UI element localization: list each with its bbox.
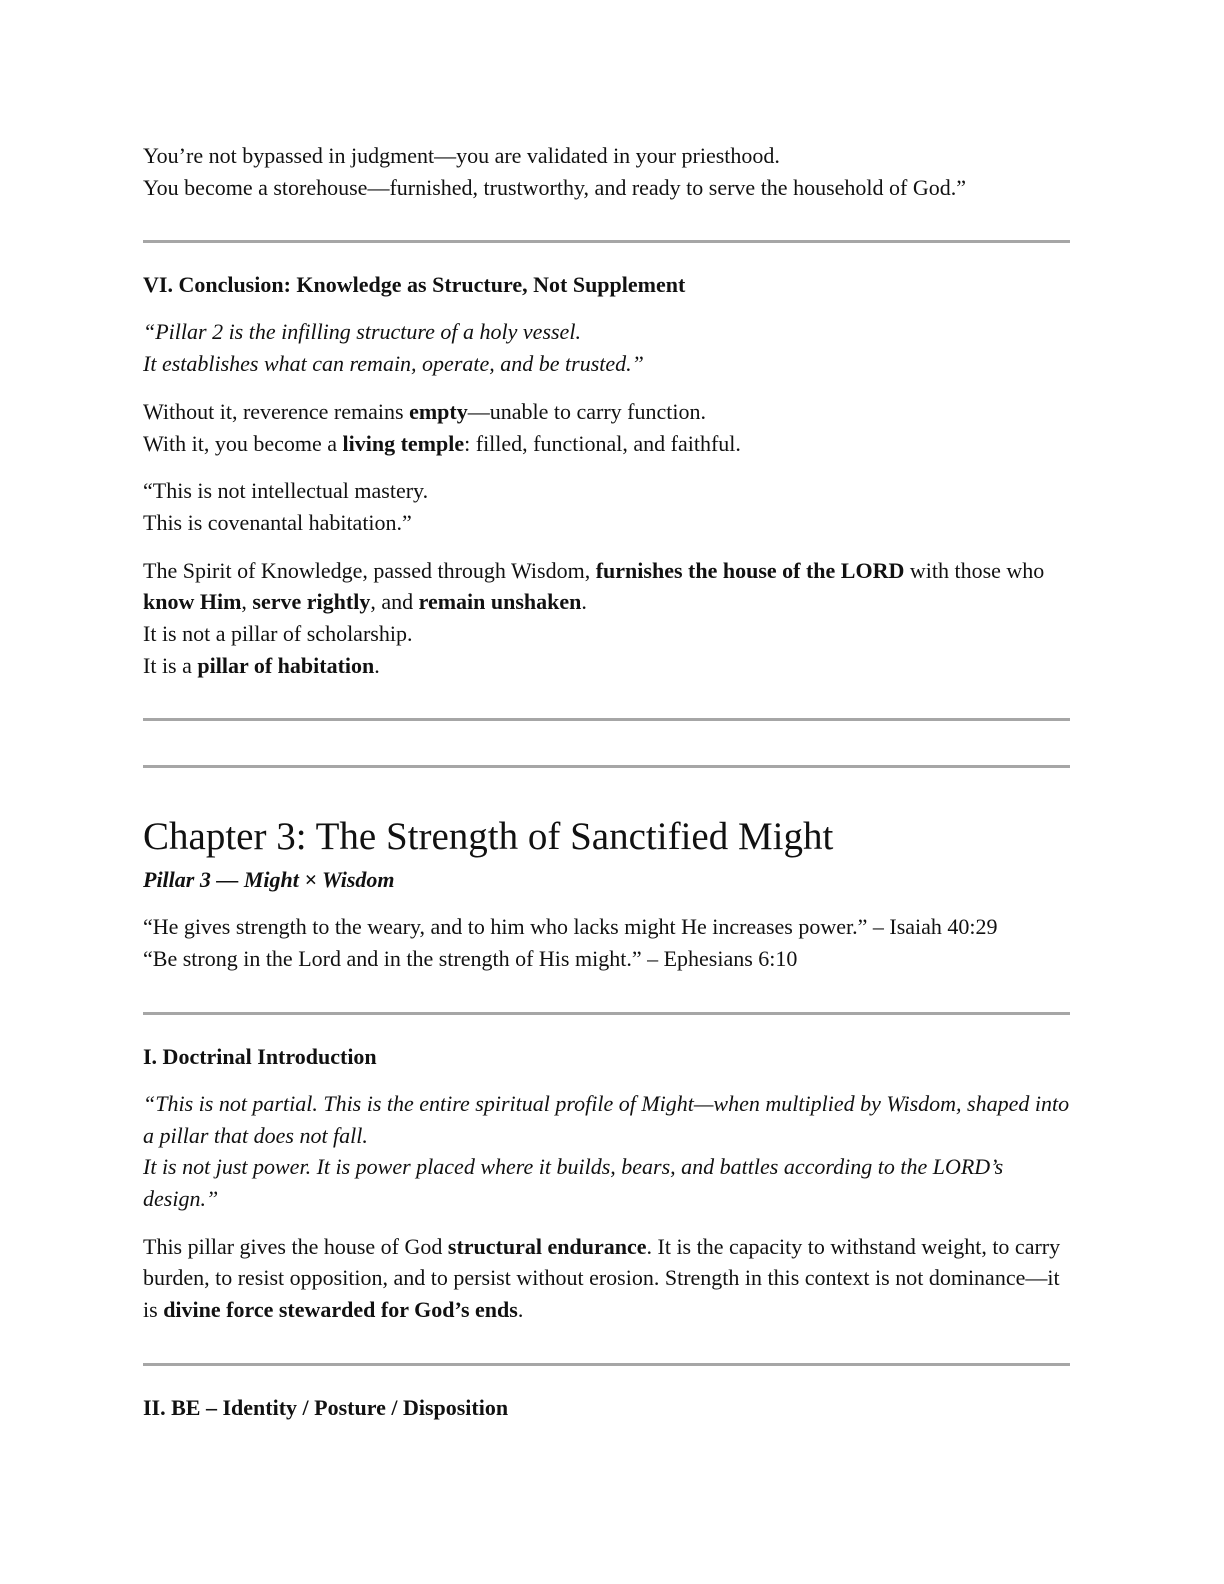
text-run: The Spirit of Knowledge, passed through Wisdom, bbox=[143, 557, 596, 583]
doctrinal-paragraph bbox=[143, 1231, 1071, 1326]
text-run: , and bbox=[370, 589, 419, 615]
conclusion-paragraph-1 bbox=[143, 396, 1071, 459]
emphasis: structural endurance bbox=[447, 1233, 647, 1259]
chapter-verses bbox=[143, 911, 1071, 974]
text-run: This is covenantal habitation.” bbox=[143, 509, 412, 535]
conclusion-paragraph-3 bbox=[143, 555, 1071, 682]
section-heading-doctrinal: I. Doctrinal Introduction bbox=[143, 1043, 377, 1069]
doctrinal-quote-part-1: “This is not partial. This is the entire spiritual profile of Might—when multiplied by Wisdom, shaped into a pillar that does not fall. bbox=[143, 1090, 1070, 1148]
doctrinal-quote bbox=[143, 1088, 1071, 1215]
emphasis: pillar of habitation bbox=[197, 652, 375, 678]
text-run: It is not a pillar of scholarship. bbox=[143, 621, 413, 647]
section-heading-be: II. BE – Identity / Posture / Disposition bbox=[143, 1394, 509, 1420]
section-heading-conclusion: VI. Conclusion: Knowledge as Structure, Not Supplement bbox=[143, 272, 686, 298]
text-run: . bbox=[581, 589, 587, 615]
text-run: “This is not intellectual mastery. bbox=[143, 478, 429, 504]
text-run: . bbox=[517, 1297, 524, 1323]
text-run: . It is the capacity to withstand weight, to carry burden, to resist opposition, and to persist without erosion. Strength in this context is not dominance—it is bbox=[143, 1233, 1061, 1323]
verse-isaiah: “He gives strength to the weary, and to him who lacks might He increases power.” – Isaiah 40:29 bbox=[143, 914, 998, 940]
emphasis: know Him bbox=[143, 589, 242, 615]
text-run: : filled, functional, and faithful. bbox=[464, 430, 741, 456]
chapter-subtitle: Pillar 3 — Might × Wisdom bbox=[143, 867, 395, 893]
intro-line-2: You become a storehouse—furnished, trustworthy, and ready to serve the household of God.” bbox=[143, 174, 966, 200]
text-run: Without it, reverence remains bbox=[143, 398, 410, 424]
document-page bbox=[143, 140, 1071, 1423]
chapter-title: Chapter 3: The Strength of Sanctified Might bbox=[143, 815, 834, 859]
text-run: with those who bbox=[904, 557, 1045, 583]
text-run: This pillar gives the house of God bbox=[143, 1233, 448, 1259]
text-run: —unable to carry function. bbox=[467, 398, 706, 424]
text-run: , bbox=[241, 589, 253, 615]
conclusion-paragraph-2 bbox=[143, 475, 1071, 538]
doctrinal-quote-part-2: It is not just power. It is power placed where it builds, bears, and battles according to the LORD’s design.” bbox=[143, 1154, 1004, 1211]
emphasis: remain unshaken bbox=[418, 589, 582, 615]
emphasis: empty bbox=[409, 398, 468, 424]
emphasis: divine force stewarded for God’s ends bbox=[163, 1297, 518, 1323]
emphasis: serve rightly bbox=[252, 589, 371, 615]
conclusion-quote bbox=[143, 316, 1071, 379]
conclusion-quote-line-2: It establishes what can remain, operate, and be trusted.” bbox=[143, 351, 644, 377]
emphasis: furnishes the house of the LORD bbox=[595, 557, 905, 583]
conclusion-quote-line-1: “Pillar 2 is the infilling structure of a holy vessel. bbox=[143, 319, 581, 345]
text-run: With it, you become a bbox=[143, 430, 343, 456]
text-run: It is a bbox=[143, 652, 198, 678]
verse-ephesians: “Be strong in the Lord and in the strength of His might.” – Ephesians 6:10 bbox=[143, 946, 798, 972]
intro-paragraph bbox=[143, 140, 1071, 203]
emphasis: living temple bbox=[342, 430, 465, 456]
text-run: . bbox=[374, 652, 380, 678]
intro-line-1: You’re not bypassed in judgment—you are validated in your priesthood. bbox=[143, 143, 780, 168]
